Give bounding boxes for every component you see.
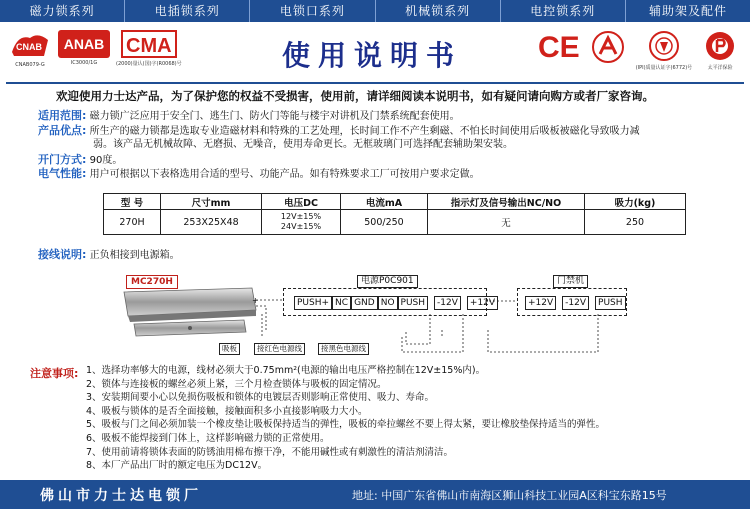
scope-label: 适用范围: bbox=[38, 109, 87, 122]
footer-bar bbox=[0, 480, 750, 509]
company-name: 佛山市力士达电锁厂 bbox=[40, 488, 202, 504]
header-size: 尺寸mm bbox=[161, 194, 262, 210]
access-terminal-minus-12v: -12V bbox=[562, 296, 589, 310]
nav-tab-bolt-lock[interactable]: 电插锁系列 bbox=[125, 0, 250, 22]
note-item-4: 4、吸板与锁体的是否全面接触，接触面积多小直接影响吸力大小。 bbox=[86, 405, 368, 417]
terminal-push-plus: PUSH+ bbox=[294, 296, 332, 310]
header-current: 电流mA bbox=[341, 194, 428, 210]
opening-text: 90度。 bbox=[89, 155, 123, 166]
nav-tab-strike-lock[interactable]: 电锁口系列 bbox=[250, 0, 375, 22]
note-item-2: 2、锁体与连接板的螺丝必须上紧，三个月检查锁体与吸板的固定情况。 bbox=[86, 378, 387, 390]
notes-label: 注意事项: bbox=[30, 367, 79, 380]
intro-text: 欢迎使用力士达产品，为了保护您的权益不受损害，使用前，请详细阅读本说明书，如有疑问请向购方或者厂家咨询。 bbox=[56, 89, 654, 103]
anab-label: ANAB bbox=[58, 30, 110, 58]
terminal-no: NO bbox=[378, 296, 398, 310]
note-item-6: 6、吸板不能焊接到门体上，这样影响磁力锁的正常使用。 bbox=[86, 432, 330, 444]
terminal-plus-12v: +12V bbox=[467, 296, 498, 310]
cell-size: 253X25X48 bbox=[161, 210, 262, 235]
cell-voltage-24v: 24V±15% bbox=[280, 222, 322, 231]
cma-label: CMA bbox=[121, 30, 177, 58]
terminal-gnd: GND bbox=[351, 296, 378, 310]
nav-tab-magnetic-lock[interactable]: 磁力锁系列 bbox=[0, 0, 125, 22]
note-item-1: 1、选择功率够大的电源，线材必须大于0.75mm²(电源的输出电压严格控制在12V±15%内)。 bbox=[86, 365, 486, 376]
header-indicator: 指示灯及信号输出NC/NO bbox=[428, 194, 585, 210]
page-title: 使用说明书 bbox=[281, 39, 462, 72]
note-item-7: 7、使用前请将锁体表面的防锈油用棉布擦干净，不能用碱性或有刺激性的清洁剂清洁。 bbox=[86, 446, 454, 458]
terminal-nc: NC bbox=[332, 296, 351, 310]
nav-tab-accessories[interactable]: 辅助架及配件 bbox=[648, 4, 727, 18]
lock-model-label: MC270H bbox=[126, 275, 178, 289]
red-wire-label: 接红色电源线 bbox=[254, 343, 305, 355]
wiring-label: 接线说明: bbox=[38, 248, 87, 261]
electrical-label: 电气性能: bbox=[38, 167, 87, 180]
note-item-5: 5、吸板与门之间必须加装一个橡皮垫让吸板保持适当的弹性，吸板的牵拉螺丝不要上得太紧，要让橡胶垫保持适当的弹性。 bbox=[86, 419, 606, 431]
insurance-caption: 太平洋保险 bbox=[707, 65, 733, 71]
cnab-caption: CNAB079-G bbox=[15, 62, 45, 68]
cell-indicator: 无 bbox=[428, 210, 585, 235]
nav-tab-mechanical-lock[interactable]: 机械锁系列 bbox=[376, 0, 501, 22]
header-force: 吸力(kg) bbox=[585, 194, 686, 210]
nav-tab-electric-control-lock[interactable]: 电控锁系列 bbox=[501, 0, 626, 22]
electrical-text: 用户可根据以下表格选用合适的型号、功能产品。如有特殊要求工厂可按用户要求定做。 bbox=[89, 169, 480, 180]
terminal-minus-12v: -12V bbox=[434, 296, 461, 310]
cell-current: 500/250 bbox=[341, 210, 428, 235]
power-supply-title: 电源P0C901 bbox=[357, 275, 418, 288]
company-address: 地址: 中国广东省佛山市南海区狮山科技工业园A区科宝东路15号 bbox=[352, 489, 667, 502]
plus-sign: + bbox=[252, 296, 259, 305]
wiring-text: 正负相接到电源箱。 bbox=[89, 250, 180, 261]
advantages-line2: 弱。该产品无机械故障、无磨损、无噪音，使用寿命更长。无框玻璃门可选择配套辅助架安装。 bbox=[93, 139, 513, 150]
notes-list bbox=[86, 364, 605, 473]
cell-model: 270H bbox=[104, 210, 161, 235]
ce-label: CE bbox=[538, 31, 580, 64]
note-item-3: 3、安装期间要小心以免损伤吸板和锁体的电镀层否则影响正常使用、吸力、寿命。 bbox=[86, 392, 435, 404]
cell-force: 250 bbox=[585, 210, 686, 235]
access-terminal-push: PUSH bbox=[595, 296, 626, 310]
cell-voltage-12v: 12V±15% bbox=[280, 212, 322, 221]
terminal-push: PUSH bbox=[398, 296, 429, 310]
svg-text:CNAB: CNAB bbox=[16, 42, 42, 52]
header-model: 型 号 bbox=[104, 194, 161, 210]
cma-caption: (2000)量认(国)字(R0068)号 bbox=[116, 61, 182, 67]
ccc-caption: (IPI)质量认证字(6772)号 bbox=[635, 65, 693, 71]
advantages-line1: 所生产的磁力锁都是选取专业造磁材料和特殊的工艺处理，长时间工作不产生剩磁、不怕长时间使用后吸板被磁化导致吸力减 bbox=[89, 126, 640, 137]
access-controller-title: 门禁机 bbox=[553, 275, 588, 288]
plate-label: 吸板 bbox=[219, 343, 240, 355]
note-item-8: 8、本厂产品出厂时的额定电压为DC12V。 bbox=[86, 460, 268, 472]
black-wire-label: 接黑色电源线 bbox=[318, 343, 369, 355]
access-terminal-plus-12v: +12V bbox=[525, 296, 556, 310]
opening-label: 开门方式: bbox=[38, 153, 87, 166]
advantages-label: 产品优点: bbox=[38, 124, 87, 137]
scope-text: 磁力锁广泛应用于安全门、逃生门、防火门等能与楼宇对讲机及门禁系统配套使用。 bbox=[89, 111, 460, 122]
anab-caption: IC3000/1G bbox=[70, 60, 98, 66]
header-voltage: 电压DC bbox=[262, 194, 341, 210]
